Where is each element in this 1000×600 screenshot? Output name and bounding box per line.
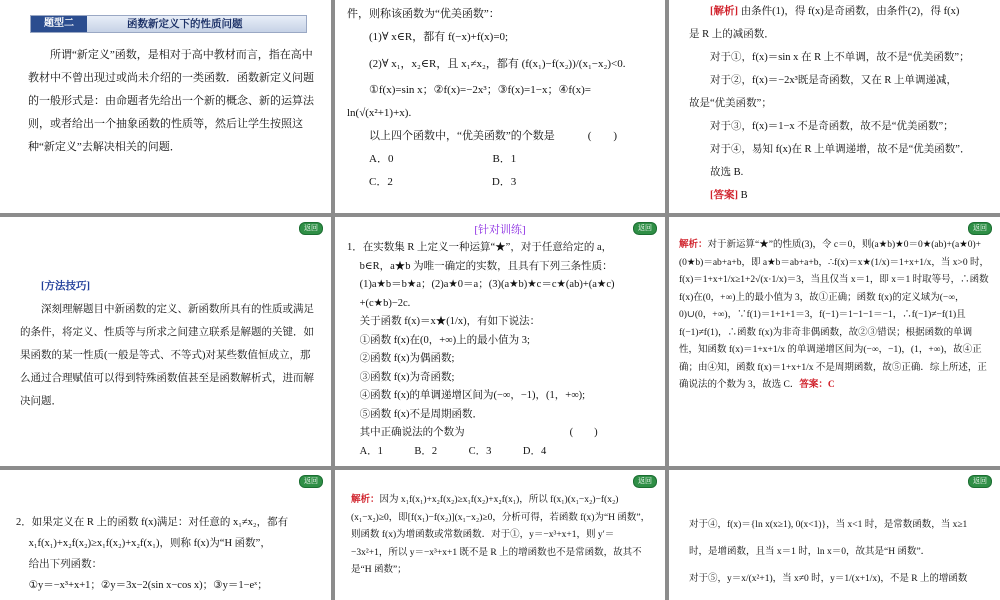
options-ab: A．0 B．1 (369, 153, 517, 165)
slide-5 (335, 217, 665, 466)
back-button[interactable]: 返回 (633, 475, 657, 488)
answer-label: 答案： (799, 380, 828, 390)
practice-heading: [针对训练] (474, 224, 526, 236)
section-tag: 题型二 (31, 16, 87, 32)
solution-text: 对于新运算“★”的性质(3)，令 c＝0，则(a★b)★0＝0★(ab)+(a★0)+(0★b)＝ab+a+b，即 a★b＝ab+a+b，∴f(x)＝x★(1/x)＝1+x+1/x，当 x>0 时，f(x)＝1+x+1/x≥1+2√(x·1/x)＝3，当且仅当 x＝1，即 x＝1 时取等号，∴函数 f(x)在(0，+∞)上的最小值为 3，故①正确；函数 f(x)的定义域为(−∞，0)∪(0，+∞)，∵f(1)＝1+1+1＝3，f(−1)＝1−1−1＝−1，∴f(−1)≠−f(1)且 f(−1)≠f(1)，∴函数 f(x)为非奇非偶函数，故②③错误；根据函数的单调性，知函数 f(x)＝1+x+1/x 的单调递增区间为(−∞，−1)，(1，+∞)，故④正确；由④知，函数 f(x)＝1+x+1/x 不是周期函数，故⑤正确．综上所述，正确说法的个数为 3，故选 C． (679, 240, 989, 390)
analysis-line: 对于②，f(x)＝−2x³既是奇函数，又在 R 上单调递减， (710, 75, 958, 86)
statement-2: ②函数 f(x)为偶函数; (359, 353, 455, 364)
slide-3 (669, 0, 1000, 213)
section-title-bar (30, 15, 307, 33)
slide-4 (0, 217, 331, 466)
condition-2: (2)∀ x₁，x₂∈R，且 x₁≠x₂，都有 (f(x₁)−f(x₂))/(x₁−x₂)<0. (369, 58, 626, 70)
statement-4: ④函数 f(x)的单调递增区间为(−∞，−1)，(1，+∞); (359, 390, 586, 401)
function-list-cont: ln(√(x²+1)+x). (347, 107, 412, 119)
slide-7 (0, 470, 331, 600)
problem-line: x₁f(x₁)+x₂f(x₂)≥x₁f(x₂)+x₂f(x₁)，则称 f(x)为“H 函数”， (28, 538, 271, 549)
problem-line: 关于函数 f(x)＝x★(1/x)，有如下说法： (359, 316, 541, 327)
condition-1: (1)∀ x∈R，都有 f(−x)+f(x)=0; (369, 31, 509, 43)
intro-paragraph: 所谓“新定义”函数，是相对于高中教材而言，指在高中教材中不曾出现过或尚未介绍的一类函数．函数新定义问题的一般形式是：由命题者先给出一个新的概念、新的运算法则，或者给出一个抽象函数的性质等，然后让学生按照这种“新定义”去解决相关的问题． (28, 49, 314, 153)
slide-9 (669, 470, 1000, 600)
analysis-line: 对于③，f(x)＝1−x 不是奇函数，故不是“优美函数”； (710, 121, 954, 132)
options: A．1 B．2 C．3 D．4 (359, 445, 547, 457)
question-stem: 其中正确说法的个数为 ( ) (359, 427, 598, 438)
question-stem: 以上四个函数中，“优美函数”的个数是 ( ) (369, 130, 618, 142)
answer-value: B (740, 190, 748, 201)
back-button[interactable]: 返回 (299, 475, 323, 488)
slide-6 (669, 217, 1000, 466)
section-title: 函数新定义下的性质问题 (127, 18, 243, 30)
problem-line: 2．如果定义在 R 上的函数 f(x)满足：对任意的 x₁≠x₂，都有 (16, 517, 289, 528)
slide-8 (335, 470, 665, 600)
statement-1: ①函数 f(x)在(0，+∞)上的最小值为 3; (359, 334, 530, 346)
back-button[interactable]: 返回 (633, 222, 657, 235)
solution-label: 解析： (679, 240, 708, 250)
problem-line: +(c★b)−2c. (359, 297, 411, 309)
answer-label: [答案] (710, 190, 738, 201)
problem-line: (1)a★b＝b★a；(2)a★0＝a；(3)(a★b)★c＝c★(ab)+(a★c) (359, 279, 615, 290)
method-paragraph: 深刻理解题目中新函数的定义、新函数所具有的性质或满足的条件，将定义、性质等与所求之间建立联系是解题的关键．如果函数的某一性质(一般是等式、不等式)对某些数值恒成立，那么通过合理赋值可以得到特殊函数值甚至是函数解析式，进而解决问题． (20, 304, 314, 407)
analysis-line: 对于④，易知 f(x)在 R 上单调递增，故不是“优美函数”． (710, 144, 971, 155)
analysis-line: 故是“优美函数”； (689, 98, 772, 109)
problem-line: b∈R，a★b 为唯一确定的实数，且具有下列三条性质： (359, 260, 613, 272)
back-button[interactable]: 返回 (299, 222, 323, 235)
slide-2 (335, 0, 665, 213)
analysis-label: [解析] (710, 6, 738, 17)
solution-text: 因为 x₁f(x₁)+x₂f(x₂)≥x₁f(x₂)+x₂f(x₁)，所以 f(x₁)(x₁−x₂)−f(x₂)(x₁−x₂)≥0，即[f(x₁)−f(x₂)](x₁−x₂)≥0，分析可得，若函数 f(x)为“H 函数”，则函数 f(x)为增函数或常数函数．对于①，y＝−x³+x+1，则 y′＝−3x²+1，所以 y＝−x³+x+1 既不是 R 上的增函数也不是常函数，故其不是“H 函数”； (351, 495, 651, 575)
statement-3: ③函数 f(x)为奇函数; (359, 371, 455, 383)
function-list: ①f(x)=sin x；②f(x)=−2x³；③f(x)=1−x；④f(x)= (369, 84, 592, 96)
problem-line: 件，则称该函数为“优美函数”： (347, 8, 500, 20)
problem-line: 给出下列函数： (28, 559, 103, 570)
back-button[interactable]: 返回 (968, 475, 992, 488)
analysis-line: 由条件(1)，得 f(x)是奇函数，由条件(2)，得 f(x) (740, 6, 960, 17)
solution-line: 时，是增函数，且当 x＝1 时，ln x＝0，故其是“H 函数”． (689, 547, 931, 557)
method-heading: [方法技巧] (41, 281, 90, 292)
statement-5: ⑤函数 f(x)不是周期函数． (359, 408, 483, 420)
analysis-line: 故选 B. (710, 167, 744, 178)
slide-1 (0, 0, 331, 213)
answer-value: C (827, 380, 835, 390)
analysis-line: 对于①，f(x)＝sin x 在 R 上不单调，故不是“优美函数”； (710, 52, 970, 63)
solution-label: 解析： (351, 495, 380, 505)
solution-line: 对于④，f(x)＝{ln x(x≥1), 0(x<1)}，当 x<1 时，是常数函数，当 x≥1 (689, 520, 968, 530)
function-list: ①y＝−x³+x+1；②y＝3x−2(sin x−cos x)；③y＝1−eˣ； (28, 580, 268, 591)
options-cd: C．2 D．3 (369, 176, 517, 188)
solution-line: 对于⑤，y＝x/(x²+1)，当 x≠0 时，y＝1/(x+1/x)，不是 R 上的增函数 (689, 574, 968, 584)
problem-line: 1．在实数集 R 上定义一种运算“★”，对于任意给定的 a， (347, 242, 613, 253)
back-button[interactable]: 返回 (968, 222, 992, 235)
analysis-line: 是 R 上的减函数． (689, 29, 775, 40)
